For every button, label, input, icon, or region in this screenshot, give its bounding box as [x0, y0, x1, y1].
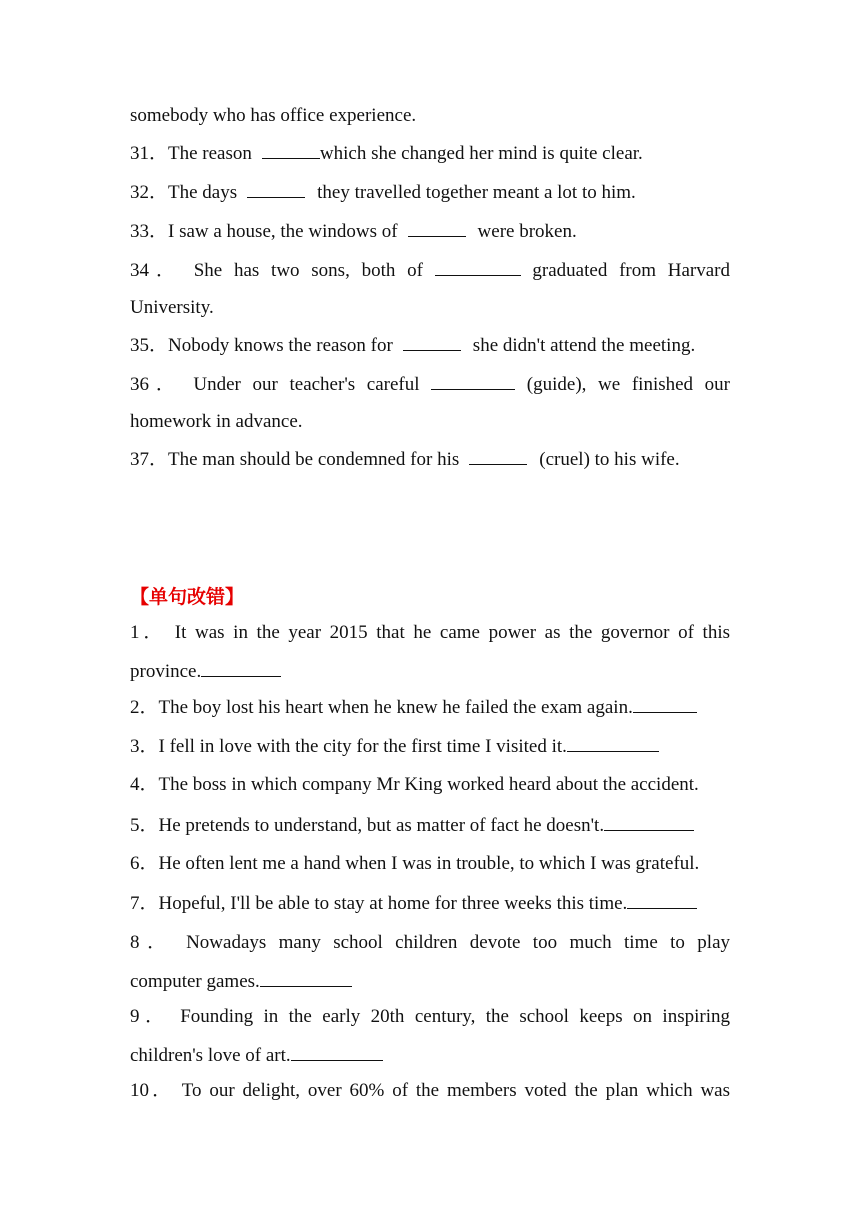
fill-item-34-line2: University. [130, 297, 214, 318]
fill-item-35: 35．Nobody knows the reason for she didn't attend the meeting. [130, 335, 696, 356]
correction-item-4: 4．The boss in which company Mr King worked heard about the accident. [130, 774, 699, 795]
section-heading: 【单句改错】 [130, 586, 245, 608]
answer-blank[interactable] [262, 141, 320, 159]
answer-blank[interactable] [403, 333, 461, 351]
answer-blank[interactable] [435, 258, 521, 276]
correction-item-9-line1: 9． Founding in the early 20th century, the school keeps on inspiring [130, 1006, 730, 1027]
correction-item-8-line1: 8． Nowadays many school children devote too much time to play [130, 932, 730, 953]
fill-item-36-line1: 36． Under our teacher's careful (guide), we finished our [130, 374, 731, 395]
correction-item-6: 6．He often lent me a hand when I was in trouble, to which I was grateful. [130, 853, 700, 874]
answer-blank[interactable] [627, 891, 697, 909]
correction-item-7: 7．Hopeful, I'll be able to stay at home for three weeks this time. [130, 891, 730, 915]
answer-blank[interactable] [567, 734, 659, 752]
correction-item-9-line2: children's love of art. [130, 1043, 730, 1067]
correction-item-1-line1: 1． It was in the year 2015 that he came power as the governor of this [130, 622, 730, 643]
correction-item-2: 2．The boy lost his heart when he knew he failed the exam again. [130, 695, 730, 719]
answer-blank[interactable] [408, 219, 466, 237]
correction-item-1-line2: province. [130, 659, 730, 683]
fill-item-34-line1: 34． She has two sons, both of graduated from Harvard [130, 260, 730, 281]
correction-item-5: 5．He pretends to understand, but as matter of fact he doesn't. [130, 813, 730, 837]
fill-continuation-line: somebody who has office experience. [130, 105, 417, 126]
correction-item-3: 3．I fell in love with the city for the first time I visited it. [130, 734, 730, 758]
fill-item-37: 37．The man should be condemned for his (cruel) to his wife. [130, 449, 680, 470]
correction-item-8-line2: computer games. [130, 969, 730, 993]
answer-blank[interactable] [633, 695, 697, 713]
fill-item-33: 33．I saw a house, the windows of were broken. [130, 221, 577, 242]
answer-blank[interactable] [431, 372, 515, 390]
answer-blank[interactable] [247, 180, 305, 198]
answer-blank[interactable] [291, 1043, 383, 1061]
answer-blank[interactable] [604, 813, 694, 831]
answer-blank[interactable] [469, 447, 527, 465]
fill-item-36-line2: homework in advance. [130, 411, 303, 432]
answer-blank[interactable] [260, 969, 352, 987]
fill-item-32: 32．The days they travelled together meant a lot to him. [130, 182, 636, 203]
fill-item-31: 31．The reason which she changed her mind is quite clear. [130, 143, 643, 164]
answer-blank[interactable] [201, 659, 281, 677]
correction-item-10-line1: 10． To our delight, over 60% of the members voted the plan which was [130, 1080, 730, 1101]
